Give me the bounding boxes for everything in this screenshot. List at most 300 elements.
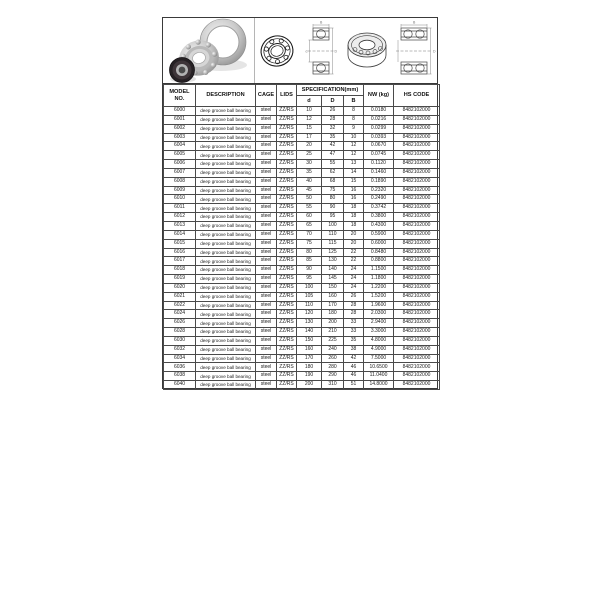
description-cell: deep groove ball bearing <box>196 107 256 116</box>
cage-cell: steel <box>256 301 277 310</box>
model-cell: 6014 <box>164 230 196 239</box>
lids-cell: ZZ/RS <box>277 319 297 328</box>
nw-cell: 14.8000 <box>364 381 394 390</box>
hs-code-cell: 8482102000 <box>394 363 440 372</box>
model-cell: 6004 <box>164 142 196 151</box>
model-cell: 6028 <box>164 328 196 337</box>
hs-code-cell: 8482102000 <box>394 354 440 363</box>
cage-cell: steel <box>256 319 277 328</box>
cage-cell: steel <box>256 124 277 133</box>
d-cell: 25 <box>297 151 322 160</box>
model-cell: 6006 <box>164 160 196 169</box>
B-cell: 24 <box>344 266 364 275</box>
d-cell: 45 <box>297 186 322 195</box>
D-cell: 110 <box>322 230 344 239</box>
lids-cell: ZZ/RS <box>277 372 297 381</box>
d-cell: 65 <box>297 221 322 230</box>
lids-cell: ZZ/RS <box>277 168 297 177</box>
nw-cell: 2.0300 <box>364 310 394 319</box>
description-cell: deep groove ball bearing <box>196 372 256 381</box>
header-nw: NW (kg) <box>364 85 394 107</box>
B-cell: 33 <box>344 319 364 328</box>
nw-cell: 1.1800 <box>364 275 394 284</box>
d-cell: 160 <box>297 345 322 354</box>
hs-code-cell: 8482102000 <box>394 336 440 345</box>
table-row <box>164 151 440 160</box>
bearing-drawing-section <box>306 21 338 75</box>
lids-cell: ZZ/RS <box>277 151 297 160</box>
B-cell: 20 <box>344 239 364 248</box>
description-cell: deep groove ball bearing <box>196 142 256 151</box>
table-row <box>164 345 440 354</box>
hs-code-cell: 8482102000 <box>394 213 440 222</box>
model-cell: 6032 <box>164 345 196 354</box>
table-row <box>164 221 440 230</box>
B-cell: 38 <box>344 345 364 354</box>
svg-text:B: B <box>413 20 416 25</box>
nw-cell: 0.8480 <box>364 248 394 257</box>
lids-cell: ZZ/RS <box>277 107 297 116</box>
lids-cell: ZZ/RS <box>277 160 297 169</box>
bearing-drawing-angled <box>257 32 296 70</box>
d-cell: 17 <box>297 133 322 142</box>
hs-code-cell: 8482102000 <box>394 345 440 354</box>
nw-cell: 0.0393 <box>364 133 394 142</box>
hs-code-cell: 8482102000 <box>394 275 440 284</box>
table-row <box>164 133 440 142</box>
nw-cell: 0.3800 <box>364 213 394 222</box>
d-cell: 150 <box>297 336 322 345</box>
header-lids: LIDS <box>277 85 297 107</box>
cage-cell: steel <box>256 151 277 160</box>
hs-code-cell: 8482102000 <box>394 160 440 169</box>
D-cell: 80 <box>322 195 344 204</box>
d-cell: 140 <box>297 328 322 337</box>
D-cell: 170 <box>322 301 344 310</box>
model-cell: 6038 <box>164 372 196 381</box>
hs-code-cell: 8482102000 <box>394 266 440 275</box>
D-cell: 26 <box>322 107 344 116</box>
model-cell: 6012 <box>164 213 196 222</box>
technical-drawings <box>255 18 437 83</box>
D-cell: 130 <box>322 257 344 266</box>
model-cell: 6009 <box>164 186 196 195</box>
hs-code-cell: 8482102000 <box>394 301 440 310</box>
d-cell: 40 <box>297 177 322 186</box>
description-cell: deep groove ball bearing <box>196 124 256 133</box>
hs-code-cell: 8482102000 <box>394 248 440 257</box>
model-cell: 6034 <box>164 354 196 363</box>
lids-cell: ZZ/RS <box>277 115 297 124</box>
model-cell: 6016 <box>164 248 196 257</box>
nw-cell: 0.8800 <box>364 257 394 266</box>
B-cell: 16 <box>344 195 364 204</box>
lids-cell: ZZ/RS <box>277 328 297 337</box>
hs-code-cell: 8482102000 <box>394 151 440 160</box>
D-cell: 32 <box>322 124 344 133</box>
table-row <box>164 177 440 186</box>
d-cell: 90 <box>297 266 322 275</box>
cage-cell: steel <box>256 204 277 213</box>
d-cell: 190 <box>297 372 322 381</box>
lids-cell: ZZ/RS <box>277 133 297 142</box>
lids-cell: ZZ/RS <box>277 354 297 363</box>
hs-code-cell: 8482102000 <box>394 310 440 319</box>
description-cell: deep groove ball bearing <box>196 230 256 239</box>
nw-cell: 0.0299 <box>364 124 394 133</box>
B-cell: 26 <box>344 292 364 301</box>
table-row <box>164 186 440 195</box>
lids-cell: ZZ/RS <box>277 230 297 239</box>
model-cell: 6007 <box>164 168 196 177</box>
nw-cell: 0.4300 <box>364 221 394 230</box>
model-cell: 6020 <box>164 283 196 292</box>
nw-cell: 11.0400 <box>364 372 394 381</box>
nw-cell: 1.2200 <box>364 283 394 292</box>
nw-cell: 0.1120 <box>364 160 394 169</box>
bearing-spec-table <box>163 84 440 390</box>
description-cell: deep groove ball bearing <box>196 195 256 204</box>
description-cell: deep groove ball bearing <box>196 221 256 230</box>
D-cell: 260 <box>322 354 344 363</box>
D-cell: 145 <box>322 275 344 284</box>
d-cell: 12 <box>297 115 322 124</box>
table-row <box>164 239 440 248</box>
B-cell: 13 <box>344 160 364 169</box>
description-cell: deep groove ball bearing <box>196 275 256 284</box>
table-row <box>164 372 440 381</box>
model-cell: 6005 <box>164 151 196 160</box>
nw-cell: 0.2490 <box>364 195 394 204</box>
model-cell: 6000 <box>164 107 196 116</box>
D-cell: 200 <box>322 319 344 328</box>
nw-cell: 0.0180 <box>364 107 394 116</box>
description-cell: deep groove ball bearing <box>196 354 256 363</box>
table-row <box>164 310 440 319</box>
d-cell: 55 <box>297 204 322 213</box>
spec-sheet <box>162 17 438 389</box>
description-cell: deep groove ball bearing <box>196 160 256 169</box>
hs-code-cell: 8482102000 <box>394 372 440 381</box>
D-cell: 310 <box>322 381 344 390</box>
D-cell: 55 <box>322 160 344 169</box>
bearing-photo <box>163 18 255 83</box>
nw-cell: 1.5200 <box>364 292 394 301</box>
lids-cell: ZZ/RS <box>277 345 297 354</box>
description-cell: deep groove ball bearing <box>196 115 256 124</box>
hs-code-cell: 8482102000 <box>394 221 440 230</box>
hs-code-cell: 8482102000 <box>394 133 440 142</box>
nw-cell: 10.6500 <box>364 363 394 372</box>
d-cell: 105 <box>297 292 322 301</box>
table-row <box>164 230 440 239</box>
description-cell: deep groove ball bearing <box>196 204 256 213</box>
B-cell: 24 <box>344 275 364 284</box>
lids-cell: ZZ/RS <box>277 248 297 257</box>
hs-code-cell: 8482102000 <box>394 230 440 239</box>
cage-cell: steel <box>256 310 277 319</box>
description-cell: deep groove ball bearing <box>196 301 256 310</box>
cage-cell: steel <box>256 275 277 284</box>
model-cell: 6015 <box>164 239 196 248</box>
d-cell: 35 <box>297 168 322 177</box>
description-cell: deep groove ball bearing <box>196 319 256 328</box>
B-cell: 46 <box>344 363 364 372</box>
model-cell: 6036 <box>164 363 196 372</box>
description-cell: deep groove ball bearing <box>196 381 256 390</box>
cage-cell: steel <box>256 107 277 116</box>
table-body <box>164 107 440 390</box>
B-cell: 35 <box>344 336 364 345</box>
description-cell: deep groove ball bearing <box>196 363 256 372</box>
d-cell: 170 <box>297 354 322 363</box>
product-images-row <box>163 18 437 84</box>
hs-code-cell: 8482102000 <box>394 283 440 292</box>
model-cell: 6021 <box>164 292 196 301</box>
header-D: D <box>322 96 344 107</box>
description-cell: deep groove ball bearing <box>196 266 256 275</box>
D-cell: 140 <box>322 266 344 275</box>
d-cell: 70 <box>297 230 322 239</box>
table-row <box>164 363 440 372</box>
B-cell: 18 <box>344 213 364 222</box>
cage-cell: steel <box>256 186 277 195</box>
bearing-drawing-double-section <box>396 21 436 75</box>
model-cell: 6022 <box>164 301 196 310</box>
table-row <box>164 213 440 222</box>
hs-code-cell: 8482102000 <box>394 319 440 328</box>
nw-cell: 7.5000 <box>364 354 394 363</box>
header-model <box>164 85 196 107</box>
cage-cell: steel <box>256 177 277 186</box>
d-cell: 75 <box>297 239 322 248</box>
d-cell: 95 <box>297 275 322 284</box>
lids-cell: ZZ/RS <box>277 221 297 230</box>
d-cell: 120 <box>297 310 322 319</box>
d-cell: 30 <box>297 160 322 169</box>
D-cell: 35 <box>322 133 344 142</box>
nw-cell: 0.1460 <box>364 168 394 177</box>
table-header <box>164 85 440 107</box>
table-row <box>164 336 440 345</box>
hs-code-cell: 8482102000 <box>394 204 440 213</box>
lids-cell: ZZ/RS <box>277 177 297 186</box>
table-row <box>164 266 440 275</box>
nw-cell: 0.0745 <box>364 151 394 160</box>
nw-cell: 1.9600 <box>364 301 394 310</box>
D-cell: 90 <box>322 204 344 213</box>
table-row <box>164 301 440 310</box>
model-cell: 6010 <box>164 195 196 204</box>
D-cell: 42 <box>322 142 344 151</box>
model-cell: 6026 <box>164 319 196 328</box>
nw-cell: 0.2320 <box>364 186 394 195</box>
description-cell: deep groove ball bearing <box>196 328 256 337</box>
model-cell: 6008 <box>164 177 196 186</box>
nw-cell: 0.5900 <box>364 230 394 239</box>
hs-code-cell: 8482102000 <box>394 177 440 186</box>
header-model-line2: NO. <box>174 95 185 102</box>
lids-cell: ZZ/RS <box>277 124 297 133</box>
lids-cell: ZZ/RS <box>277 292 297 301</box>
cage-cell: steel <box>256 248 277 257</box>
lids-cell: ZZ/RS <box>277 310 297 319</box>
cage-cell: steel <box>256 115 277 124</box>
table-row <box>164 160 440 169</box>
D-cell: 160 <box>322 292 344 301</box>
d-cell: 80 <box>297 248 322 257</box>
description-cell: deep groove ball bearing <box>196 168 256 177</box>
table-row <box>164 115 440 124</box>
D-cell: 100 <box>322 221 344 230</box>
cage-cell: steel <box>256 381 277 390</box>
B-cell: 8 <box>344 107 364 116</box>
hs-code-cell: 8482102000 <box>394 142 440 151</box>
description-cell: deep groove ball bearing <box>196 213 256 222</box>
header-cage: CAGE <box>256 85 277 107</box>
description-cell: deep groove ball bearing <box>196 336 256 345</box>
description-cell: deep groove ball bearing <box>196 257 256 266</box>
D-cell: 115 <box>322 239 344 248</box>
B-cell: 9 <box>344 124 364 133</box>
table-row <box>164 204 440 213</box>
D-cell: 28 <box>322 115 344 124</box>
header-hs-code: HS CODE <box>394 85 440 107</box>
D-cell: 68 <box>322 177 344 186</box>
nw-cell: 0.1890 <box>364 177 394 186</box>
d-cell: 15 <box>297 124 322 133</box>
cage-cell: steel <box>256 345 277 354</box>
B-cell: 16 <box>344 186 364 195</box>
description-cell: deep groove ball bearing <box>196 345 256 354</box>
description-cell: deep groove ball bearing <box>196 186 256 195</box>
hs-code-cell: 8482102000 <box>394 115 440 124</box>
hs-code-cell: 8482102000 <box>394 328 440 337</box>
D-cell: 75 <box>322 186 344 195</box>
svg-text:D: D <box>334 49 338 54</box>
D-cell: 240 <box>322 345 344 354</box>
description-cell: deep groove ball bearing <box>196 177 256 186</box>
model-cell: 6011 <box>164 204 196 213</box>
technical-drawings-art <box>255 18 437 83</box>
D-cell: 95 <box>322 213 344 222</box>
description-cell: deep groove ball bearing <box>196 151 256 160</box>
table-row <box>164 124 440 133</box>
cage-cell: steel <box>256 363 277 372</box>
B-cell: 20 <box>344 230 364 239</box>
cage-cell: steel <box>256 336 277 345</box>
B-cell: 14 <box>344 168 364 177</box>
B-cell: 18 <box>344 221 364 230</box>
description-cell: deep groove ball bearing <box>196 248 256 257</box>
table-row <box>164 283 440 292</box>
table-row <box>164 328 440 337</box>
hs-code-cell: 8482102000 <box>394 239 440 248</box>
table-row <box>164 381 440 390</box>
header-specification: SPECIFICATION(mm) <box>297 85 364 96</box>
svg-text:D: D <box>433 49 436 54</box>
model-cell: 6040 <box>164 381 196 390</box>
table-row <box>164 257 440 266</box>
B-cell: 28 <box>344 301 364 310</box>
B-cell: 46 <box>344 372 364 381</box>
cage-cell: steel <box>256 328 277 337</box>
table-row <box>164 354 440 363</box>
d-cell: 20 <box>297 142 322 151</box>
table-row <box>164 248 440 257</box>
lids-cell: ZZ/RS <box>277 381 297 390</box>
d-cell: 110 <box>297 301 322 310</box>
table-row <box>164 275 440 284</box>
B-cell: 8 <box>344 115 364 124</box>
cage-cell: steel <box>256 221 277 230</box>
description-cell: deep groove ball bearing <box>196 283 256 292</box>
B-cell: 12 <box>344 142 364 151</box>
header-model-line1: MODEL <box>169 89 190 96</box>
model-cell: 6013 <box>164 221 196 230</box>
B-cell: 51 <box>344 381 364 390</box>
B-cell: 22 <box>344 257 364 266</box>
svg-text:d: d <box>305 49 308 54</box>
cage-cell: steel <box>256 133 277 142</box>
table-row <box>164 168 440 177</box>
lids-cell: ZZ/RS <box>277 336 297 345</box>
cage-cell: steel <box>256 239 277 248</box>
hs-code-cell: 8482102000 <box>394 107 440 116</box>
D-cell: 47 <box>322 151 344 160</box>
B-cell: 28 <box>344 310 364 319</box>
nw-cell: 3.3000 <box>364 328 394 337</box>
table-row <box>164 292 440 301</box>
nw-cell: 2.9400 <box>364 319 394 328</box>
lids-cell: ZZ/RS <box>277 186 297 195</box>
lids-cell: ZZ/RS <box>277 283 297 292</box>
cage-cell: steel <box>256 160 277 169</box>
d-cell: 85 <box>297 257 322 266</box>
nw-cell: 4.9000 <box>364 345 394 354</box>
model-cell: 6019 <box>164 275 196 284</box>
model-cell: 6024 <box>164 310 196 319</box>
lids-cell: ZZ/RS <box>277 204 297 213</box>
D-cell: 180 <box>322 310 344 319</box>
model-cell: 6030 <box>164 336 196 345</box>
cage-cell: steel <box>256 230 277 239</box>
svg-text:B: B <box>320 20 323 25</box>
nw-cell: 0.0670 <box>364 142 394 151</box>
description-cell: deep groove ball bearing <box>196 239 256 248</box>
D-cell: 210 <box>322 328 344 337</box>
nw-cell: 0.0216 <box>364 115 394 124</box>
description-cell: deep groove ball bearing <box>196 133 256 142</box>
hs-code-cell: 8482102000 <box>394 168 440 177</box>
cage-cell: steel <box>256 283 277 292</box>
B-cell: 18 <box>344 204 364 213</box>
nw-cell: 4.8000 <box>364 336 394 345</box>
header-d: d <box>297 96 322 107</box>
bearing-photo-art <box>163 18 255 83</box>
hs-code-cell: 8482102000 <box>394 381 440 390</box>
cage-cell: steel <box>256 142 277 151</box>
lids-cell: ZZ/RS <box>277 239 297 248</box>
hs-code-cell: 8482102000 <box>394 124 440 133</box>
d-cell: 200 <box>297 381 322 390</box>
description-cell: deep groove ball bearing <box>196 292 256 301</box>
D-cell: 290 <box>322 372 344 381</box>
D-cell: 150 <box>322 283 344 292</box>
d-cell: 10 <box>297 107 322 116</box>
table-row <box>164 142 440 151</box>
lids-cell: ZZ/RS <box>277 142 297 151</box>
